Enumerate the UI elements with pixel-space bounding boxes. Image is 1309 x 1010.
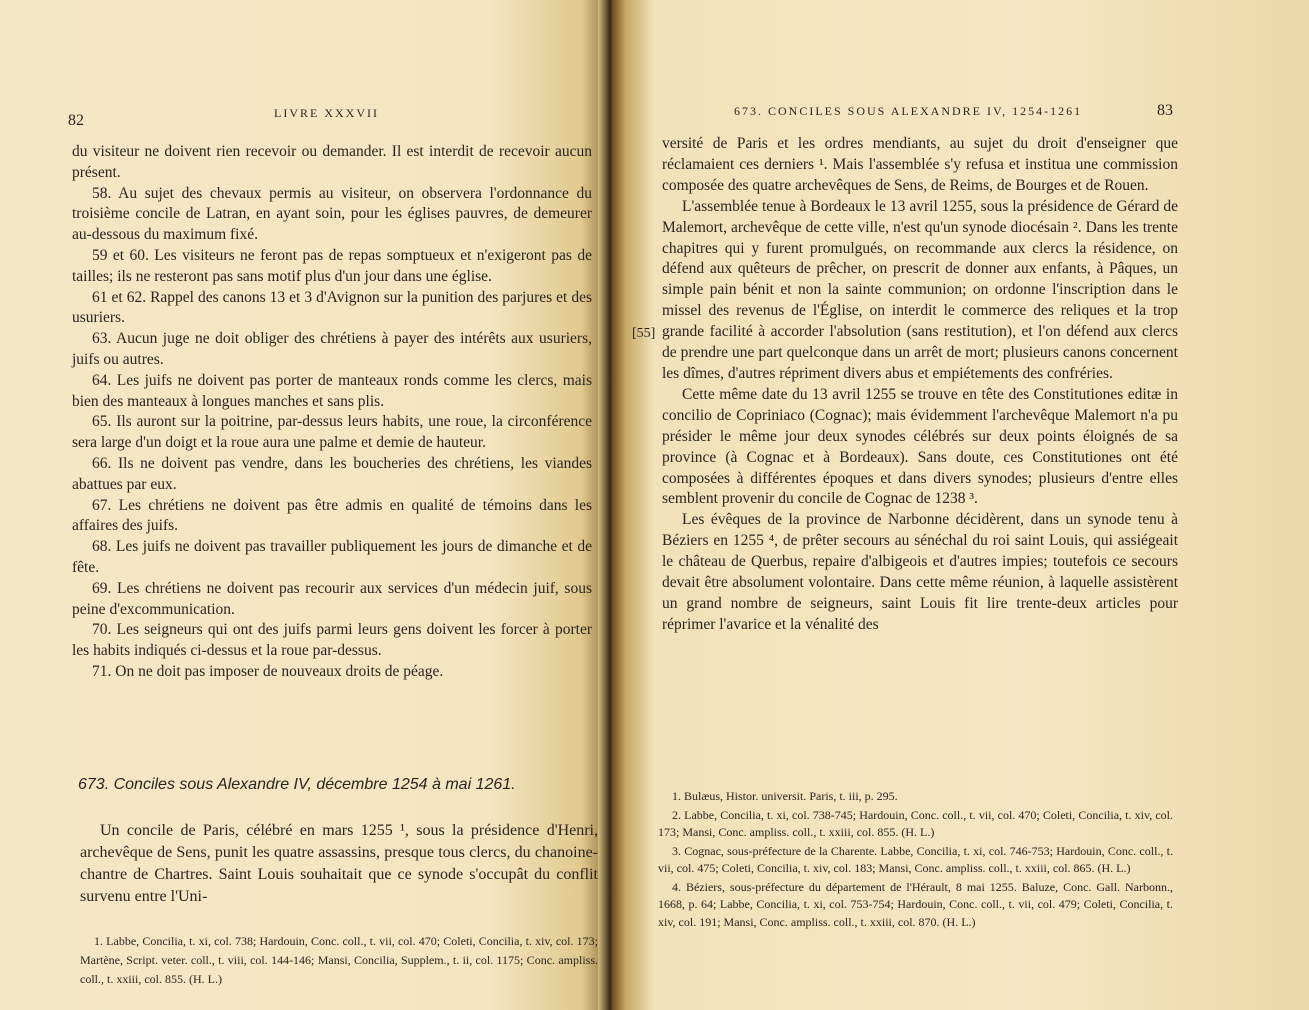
main-text: [662, 134, 1178, 636]
section-heading: [78, 776, 594, 794]
running-header: 673. CONCILES SOUS ALEXANDRE IV, 1254-1261: [734, 104, 1083, 118]
paragraph: L'assemblée tenue à Bordeaux le 13 avril 1255, sous la présidence de Gérard de Malemort, archevêque de cette ville, n'est qu'un synode diocésain ². Dans les trente chapitres qui y furent promulgués, on recommande aux clercs la résidence, on défend aux quêteurs de prêcher, on prescrit de donner aux enfants, à Pâques, un simple pain bénit et non la sainte communion; on ordonne l'inscription dans le missel des revenus de l'Église, on interdit le commerce des reliques et la trop grande facilité à accorder l'absolution (sans restitution), et l'on défend aux clercs de prendre une part quelconque dans un arrêt de mort; plusieurs canons concernent les dîmes, d'autres répriment divers abus et empiétements des confréries.: [662, 197, 1178, 382]
paragraph: versité de Paris et les ordres mendiants, au sujet du droit d'enseigner que réclamaient ces derniers ¹. Mais l'assemblée s'y refusa et institua une commission composée des quatre archevêques de Sens, de Reims, de Bourges et de Rouen.: [662, 135, 1178, 194]
left-page: [0, 0, 612, 1010]
footnote: 4. Béziers, sous-préfecture du département de l'Hérault, 8 mai 1255. Baluze, Conc. Gall. Narbonn., 1668, p. 64; Labbe, Concilia, t. xi, col. 753-754; Hardouin, Conc. coll., t. vii, col. 479; Coleti, Concilia, t. xiv, col. 191; Mansi, Conc. ampliss. coll., t. xxiii, col. 870. (H. L.): [658, 879, 1173, 929]
paragraph: 68. Les juifs ne doivent pas travailler publiquement les jours de dimanche et de fête.: [72, 538, 592, 576]
paragraph: 67. Les chrétiens ne doivent pas être admis en qualité de témoins dans les affaires des juifs.: [72, 496, 592, 535]
page-number: 82: [68, 112, 84, 129]
section-intro: [80, 820, 598, 908]
footnote: 1. Labbe, Concilia, t. xi, col. 738; Hardouin, Conc. coll., t. vii, col. 470; Coleti, Concilia, t. xiv, col. 173; Martène, Script. veter. coll., t. viii, col. 144-146; Mansi, Concilia, Supplem., t. ii, col. 1175; Conc. ampliss. coll., t. xxiii, col. 855. (H. L.): [80, 934, 598, 986]
page-number: 83: [1157, 102, 1173, 119]
paragraph: du visiteur ne doivent rien recevoir ou demander. Il est interdit de recevoir aucun présent.: [72, 143, 592, 181]
paragraph: 66. Ils ne doivent pas vendre, dans les boucheries des chrétiens, les viandes abattues par eux.: [72, 454, 592, 493]
footnote: 1. Bulæus, Histor. universit. Paris, t. iii, p. 295.: [672, 789, 898, 803]
paragraph: 59 et 60. Les visiteurs ne feront pas de repas somptueux et n'exigeront pas de tailles; ils ne resteront pas sans motif plus d'un jour dans une église.: [72, 246, 592, 285]
paragraph: 63. Aucun juge ne doit obliger des chrétiens à payer des intérêts aux usuriers, juifs ou autres.: [72, 330, 592, 368]
paragraph: 58. Au sujet des chevaux permis au visiteur, on observera l'ordonnance du troisième concile de Latran, en ayant soin, pour les églises pauvres, de demeurer au-dessous du maximum fixé.: [72, 184, 592, 244]
paragraph: 61 et 62. Rappel des canons 13 et 3 d'Avignon sur la punition des parjures et des usuriers.: [72, 288, 592, 327]
margin-note: [55]: [632, 326, 656, 341]
canon-list: [72, 142, 592, 683]
section-title: Conciles sous Alexandre IV, décembre 1254 à mai 1261.: [113, 776, 516, 793]
running-header: LIVRE XXXVII: [274, 106, 379, 120]
paragraph: 65. Ils auront sur la poitrine, par-dessus leurs habits, une roue, la circonférence sera large d'un doigt et la roue aura une palme et demie de hauteur.: [72, 413, 592, 452]
footnotes: [80, 932, 598, 989]
paragraph: 70. Les seigneurs qui ont des juifs parmi leurs gens doivent les forcer à porter les habits indiqués ci-dessus et la roue par-dessus.: [72, 621, 592, 660]
paragraph: Les évêques de la province de Narbonne décidèrent, dans un synode tenu à Béziers en 1255 ⁴, de prêter secours au sénéchal du roi saint Louis, qui assiégeait le château de Querbus, repaire d'albigeois et d'autres impies; toutefois ce secours devait être absolument volontaire. Dans cette même réunion, à laquelle assistèrent un grand nombre de seigneurs, saint Louis fit lire trente-deux articles pour réprimer l'avarice et la vénalité des: [662, 511, 1178, 633]
paragraph: Cette même date du 13 avril 1255 se trouve en tête des Constitutiones editæ in concilio de Copriniaco (Cognac); mais évidemment l'archevêque Malemort n'a pu présider le même jour deux synodes célébrés sur deux points éloignés de sa province (à Cognac et à Bordeaux). Sans doute, ces Constitutiones ont été composées à différentes époques et dans divers synodes; plusieurs d'entre elles semblent provenir du concile de Cognac de 1238 ³.: [662, 385, 1178, 508]
paragraph: 71. On ne doit pas imposer de nouveaux droits de péage.: [92, 662, 444, 680]
footnotes: [658, 788, 1173, 932]
footnote: 3. Cognac, sous-préfecture de la Charente. Labbe, Concilia, t. xi, col. 746-753; Hardouin, Conc. coll., t. vii, col. 475; Coleti, Concilia, t. xiv, col. 183; Mansi, Conc. ampliss. coll., t. xxiii, col. 865. (H. L.): [658, 843, 1173, 875]
paragraph: 64. Les juifs ne doivent pas porter de manteaux ronds comme les clercs, mais bien des manteaux à longues manches et sans plis.: [72, 371, 592, 410]
paragraph: Un concile de Paris, célébré en mars 1255 ¹, sous la présidence d'Henri, archevêque de Sens, punit les quatre assassins, presque tous clercs, du chanoine-chantre de Chartres. Saint Louis souhaitait que ce synode s'occupât du conflit survenu entre l'Uni-: [80, 822, 598, 905]
section-number: 673.: [78, 776, 110, 793]
footnote: 2. Labbe, Concilia, t. xi, col. 738-745; Hardouin, Conc. coll., t. vii, col. 470; Coleti, Concilia, t. xiv, col. 173; Mansi, Conc. ampliss. coll., t. xxiii, col. 855. (H. L.): [658, 807, 1173, 839]
paragraph: 69. Les chrétiens ne doivent pas recourir aux services d'un médecin juif, sous peine d'excommunication.: [72, 579, 592, 618]
